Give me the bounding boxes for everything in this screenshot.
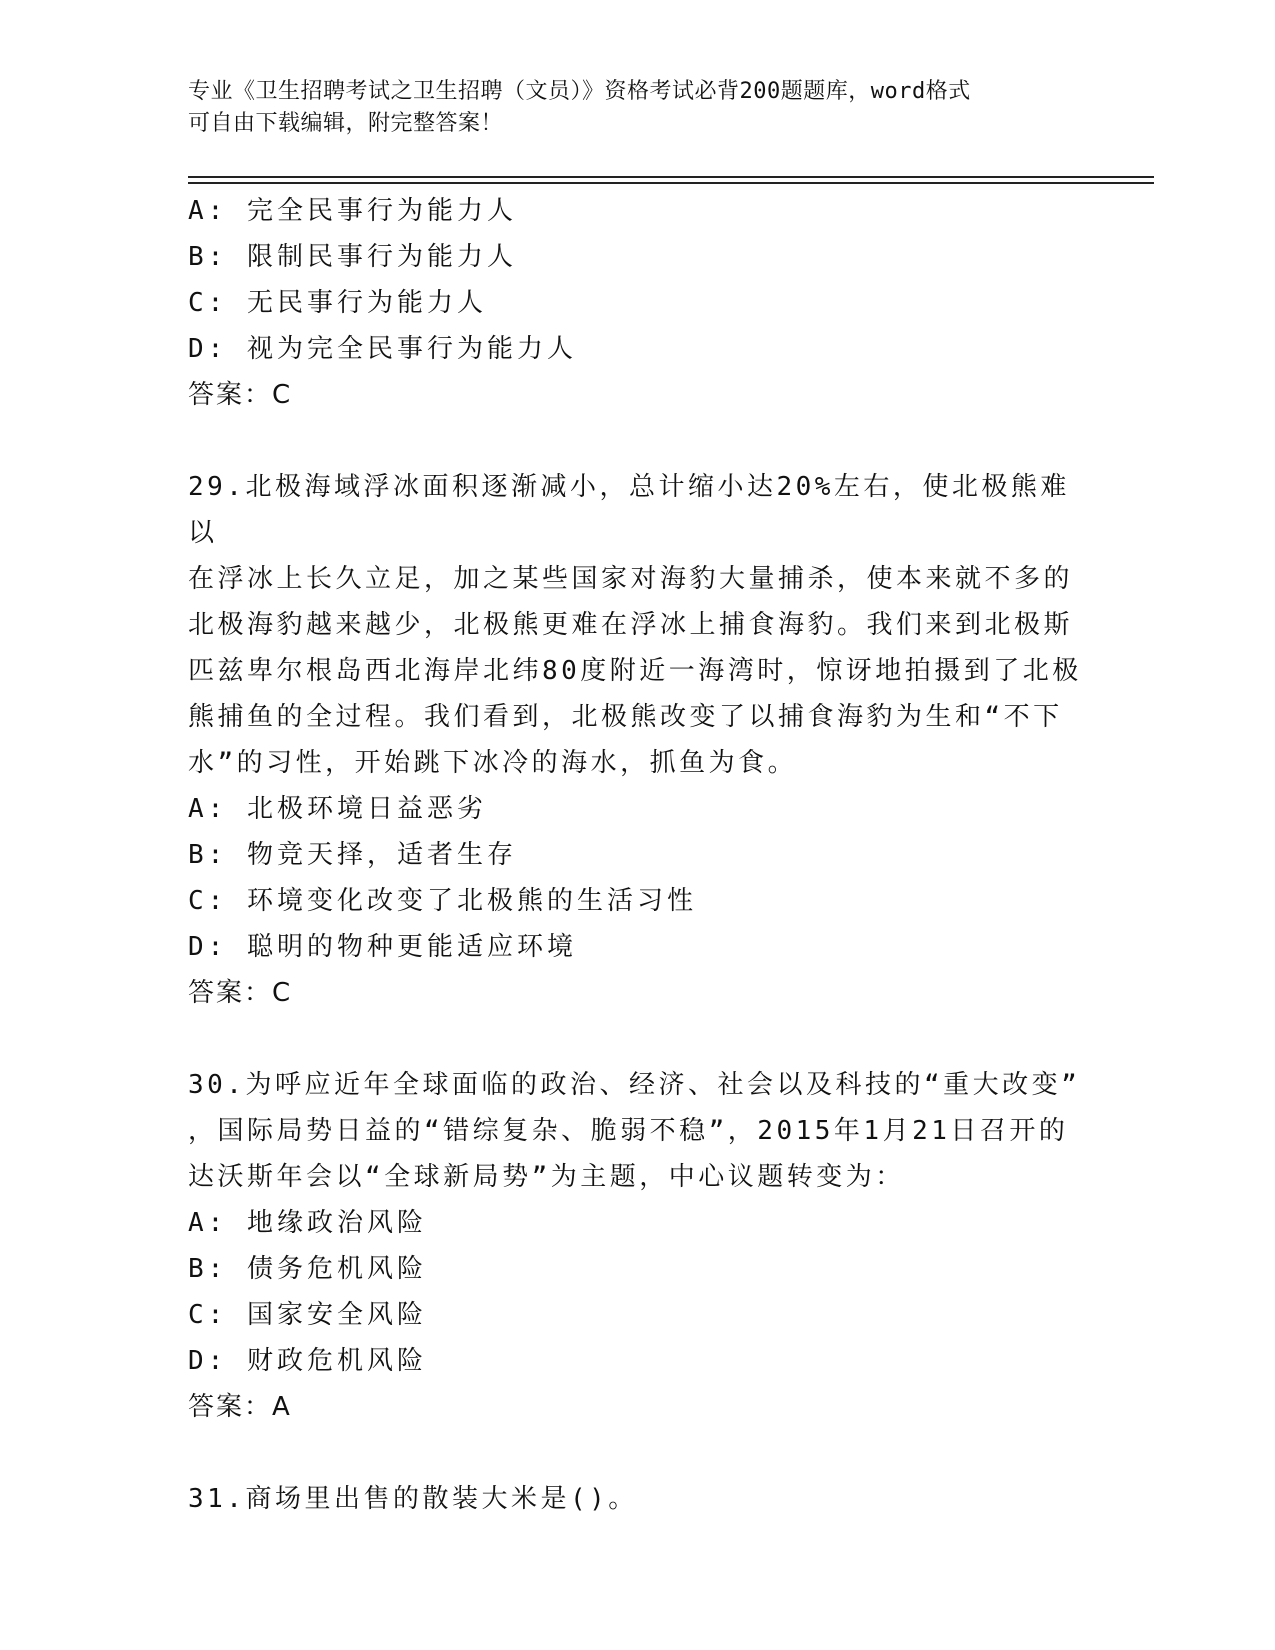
- option-a: A: 地缘政治风险: [188, 1208, 427, 1238]
- question-28: [188, 188, 1088, 418]
- question-30: [188, 1062, 1088, 1430]
- option-a: A: 完全民事行为能力人: [188, 196, 517, 226]
- header-divider-top: [188, 176, 1154, 178]
- document-body: [188, 188, 1088, 1522]
- option-d: D: 财政危机风险: [188, 1346, 427, 1376]
- question-line: ，国际局势日益的“错综复杂、脆弱不稳”，2015年1月21日召开的: [188, 1116, 1069, 1146]
- question-line: 29.北极海域浮冰面积逐渐减小，总计缩小达20%左右，使北极熊难以: [188, 472, 1070, 548]
- answer: 答案：C: [188, 978, 293, 1008]
- option-c: C: 国家安全风险: [188, 1300, 427, 1330]
- question-line: 熊捕鱼的全过程。我们看到，北极熊改变了以捕食海豹为生和“不下: [188, 702, 1063, 732]
- question-line: 匹兹卑尔根岛西北海岸北纬80度附近一海湾时，惊讶地拍摄到了北极: [188, 656, 1082, 686]
- option-b: B: 限制民事行为能力人: [188, 242, 517, 272]
- document-header: [188, 76, 1088, 140]
- answer: 答案：A: [188, 1392, 292, 1422]
- spacer: [188, 1016, 1088, 1062]
- option-b: B: 物竞天择，适者生存: [188, 840, 517, 870]
- question-text: [188, 1062, 1088, 1200]
- question-text: [188, 464, 1088, 786]
- option-c: C: 无民事行为能力人: [188, 288, 487, 318]
- question-line: 达沃斯年会以“全球新局势”为主题，中心议题转变为：: [188, 1162, 905, 1192]
- spacer: [188, 418, 1088, 464]
- header-line-2: 可自由下载编辑，附完整答案！: [188, 111, 504, 136]
- spacer: [188, 1430, 1088, 1476]
- question-line: 30.为呼应近年全球面临的政治、经济、社会以及科技的“重大改变”: [188, 1070, 1081, 1100]
- question-line: 北极海豹越来越少，北极熊更难在浮冰上捕食海豹。我们来到北极斯: [188, 610, 1074, 640]
- option-b: B: 债务危机风险: [188, 1254, 427, 1284]
- question-line: 31.商场里出售的散装大米是()。: [188, 1484, 638, 1514]
- header-divider-bottom: [188, 182, 1154, 184]
- header-line-1: 专业《卫生招聘考试之卫生招聘（文员）》资格考试必背200题题库，word格式: [188, 79, 971, 104]
- question-29: [188, 464, 1088, 1016]
- option-d: D: 聪明的物种更能适应环境: [188, 932, 577, 962]
- option-a: A: 北极环境日益恶劣: [188, 794, 487, 824]
- answer: 答案：C: [188, 380, 293, 410]
- question-31: [188, 1476, 1088, 1522]
- question-line: 水”的习性，开始跳下冰冷的海水，抓鱼为食。: [188, 748, 798, 778]
- question-text: [188, 1476, 1088, 1522]
- question-line: 在浮冰上长久立足，加之某些国家对海豹大量捕杀，使本来就不多的: [188, 564, 1074, 594]
- option-d: D: 视为完全民事行为能力人: [188, 334, 577, 364]
- option-c: C: 环境变化改变了北极熊的生活习性: [188, 886, 697, 916]
